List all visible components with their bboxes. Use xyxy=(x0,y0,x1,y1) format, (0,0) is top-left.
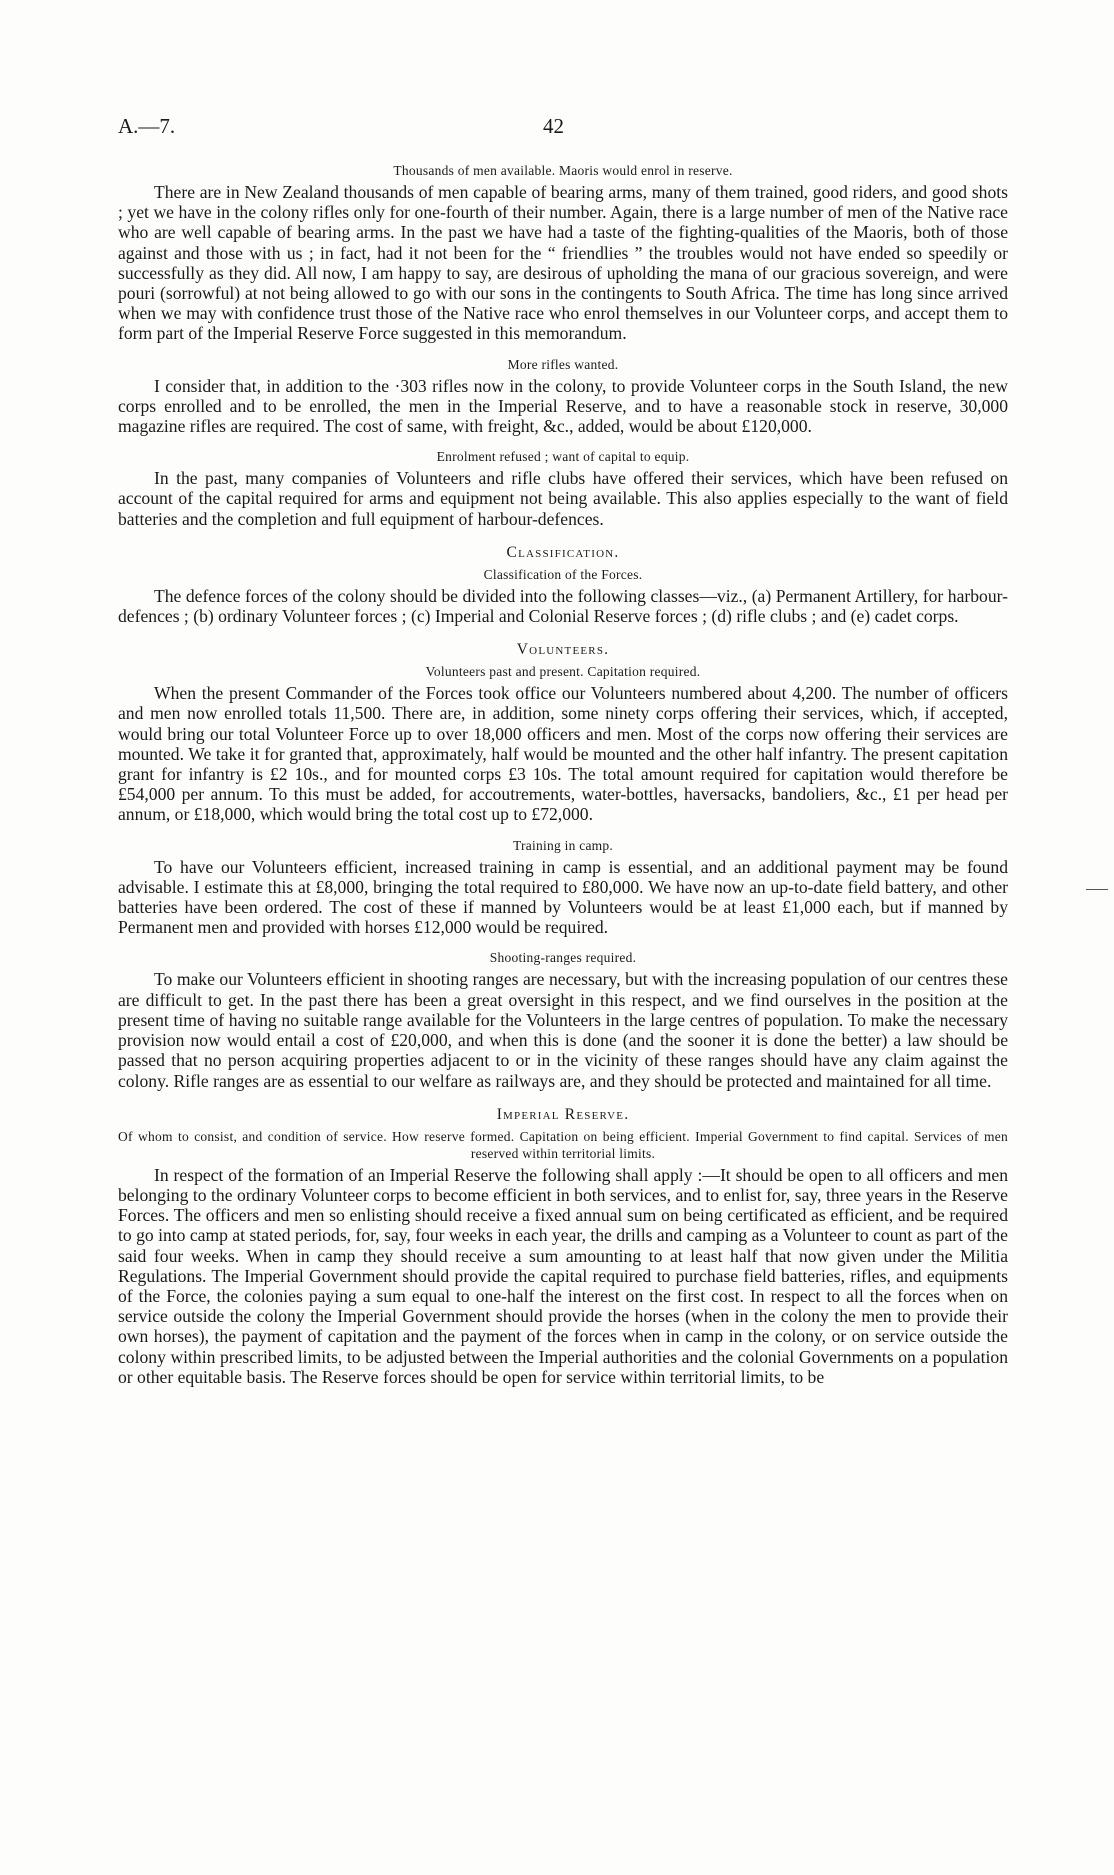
document-reference: A.—7. xyxy=(118,114,176,138)
paragraph: In respect of the formation of an Imperial Reserve the following shall apply :—It should be open to all officers and men belonging to the ordinary Volunteer corps to become efficient in both services, and to enlist for, say, three years in the Reserve Forces. The officers and men so enlisting should receive a fixed annual sum on being certificated as efficient, and be required to go into camp at stated periods, for, say, four weeks in each year, the drills and camping as a Volunteer to count as part of the said four weeks. When in camp they should receive a sum amounting to at least half that now given under the Militia Regulations. The Imperial Government should provide the capital required to purchase field batteries, rifles, and equipments of the Force, the colonies paying a sum equal to one-half the interest on the first cost. In respect to all the forces when on service outside the colony the Imperial Government should provide the horses (when in the colony the men to provide their own horses), the payment of capitation and the payment of the forces when in camp in the colony, or on service outside the colony within prescribed limits, to be adjusted between the Imperial authorities and the colonial Governments on a population or other equitable basis. The Reserve forces should be open for service within territorial limits, to be xyxy=(118,1164,1008,1387)
paragraph: When the present Commander of the Forces took office our Volunteers numbered about 4,200. The number of officers and men now enrolled totals 11,500. There are, in addition, some ninety corps offering their services, which, if accepted, would bring our total Volunteer Force up to over 18,000 officers and men. Most of the corps now offering their services are mounted. We take it for granted that, approximately, half would be mounted and the other half infantry. The present capitation grant for infantry is £2 10s., and for mounted corps £3 10s. The total amount required for capitation would therefore be £54,000 per annum. To this must be added, for accoutrements, water-bottles, haversacks, bandoliers, &c., £1 per head per annum, or £18,000, which would bring the total cost up to £72,000. xyxy=(118,683,1008,825)
page-number: 42 xyxy=(543,114,564,138)
margin-mark xyxy=(1086,889,1108,890)
side-note: Classification of the Forces. xyxy=(483,566,643,582)
side-note: Volunteers past and present. Capitation required. xyxy=(425,664,701,680)
side-note: More rifles wanted. xyxy=(507,356,619,372)
paragraph: I consider that, in addition to the ·303 rifles now in the colony, to provide Volunteer corps in the South Island, the new corps enrolled and to be enrolled, the men in the Imperial Reserve, and to have a reasonable stock in reserve, 30,000 magazine rifles are required. The cost of same, with freight, &c., added, would be about £120,000. xyxy=(118,375,1008,437)
paragraph: There are in New Zealand thousands of men capable of bearing arms, many of them trained, good riders, and good shots ; yet we have in the colony rifles only for one-fourth of their number. Again, there is a large number of men of the Native race who are well capable of bearing arms. In the past we have had a taste of the fighting-qualities of the Maoris, both of those against and those with us ; in fact, had it not been for the “ friendlies ” the troubles would not have ended so speedily or successfully as they did. All now, I am happy to say, are desirous of upholding the mana of our gracious sovereign, and were pouri (sorrowful) at not being allowed to go with our sons in the contingents to South Africa. The time has long since arrived when we may with confidence trust those of the Native race who enrol themselves in our Volunteer corps, and accept them to form part of the Imperial Reserve Force suggested in this memorandum. xyxy=(118,182,1008,344)
side-note: Of whom to consist, and condition of service. How reserve formed. Capitation on being efficient. Imperial Government to find capital. Services of men reserved within territorial limits. xyxy=(118,1128,1008,1161)
paragraph: The defence forces of the colony should be divided into the following classes—viz., (a) Permanent Artillery, for harbour-defences ; (b) ordinary Volunteer forces ; (c) Imperial and Colonial Reserve forces ; (d) rifle clubs ; and (e) cadet corps. xyxy=(118,585,1008,627)
section-heading: Imperial Reserve. xyxy=(496,1105,630,1123)
side-note: Thousands of men available. Maoris would enrol in reserve. xyxy=(393,163,733,178)
side-note: Training in camp. xyxy=(512,837,614,853)
page-header xyxy=(118,114,1008,144)
document-page xyxy=(118,0,1008,1875)
section-heading: Volunteers. xyxy=(516,641,610,659)
side-note: Enrolment refused ; want of capital to equip. xyxy=(436,449,690,465)
paragraph: To have our Volunteers efficient, increased training in camp is essential, and an additional payment may be found advisable. I estimate this at £8,000, bringing the total required to £80,000. We have now an up-to-date field battery, and other batteries have been ordered. The cost of these if manned by Volunteers would be at least £1,000 each, but if manned by Permanent men and provided with horses £12,000 would be required. xyxy=(118,856,1008,938)
document-body xyxy=(118,162,1008,1399)
side-note: Shooting-ranges required. xyxy=(489,950,637,966)
paragraph: In the past, many companies of Volunteers and rifle clubs have offered their services, which have been refused on account of the capital required for arms and equipment not being available. This also applies especially to the want of field batteries and the completion and full equipment of harbour-defences. xyxy=(118,468,1008,529)
paragraph: To make our Volunteers efficient in shooting ranges are necessary, but with the increasing population of our centres these are difficult to get. In the past there has been a great oversight in this respect, and we find ourselves in the position at the present time of having no suitable range available for the Volunteers in the large centres of population. To make the necessary provision now would entail a cost of £20,000, and when this is done (and the sooner it is done the better) a law should be passed that no person acquiring properties adjacent to or in the vicinity of these ranges should have any claim against the colony. Rifle ranges are as essential to our welfare as railways are, and they should be protected and maintained for all time. xyxy=(118,969,1008,1091)
section-heading: Classification. xyxy=(506,543,620,561)
